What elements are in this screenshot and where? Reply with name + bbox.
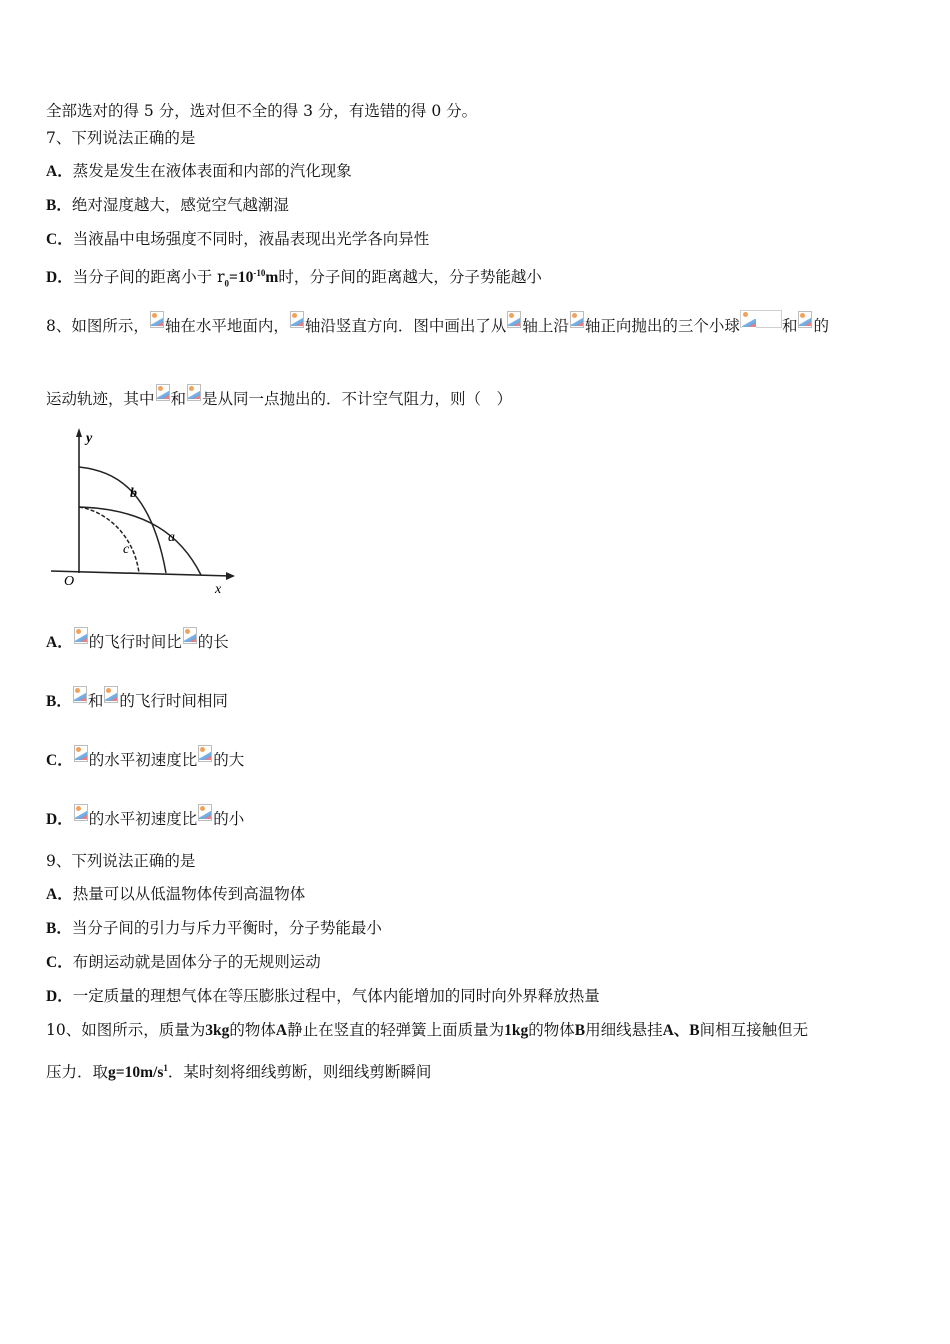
- q8-stem-line1: 8、如图所示， 轴在水平地面内， 轴沿竖直方向．图中画出了从 轴上沿 轴正向抛出的三个小球 和 的: [46, 310, 829, 336]
- q9-option-d: D．一定质量的理想气体在等压膨胀过程中，气体内能增加的同时向外界释放热量: [46, 987, 600, 1005]
- q9-option-a: A．热量可以从低温物体传到高温物体: [46, 885, 306, 903]
- curve-label-b: b: [130, 486, 137, 501]
- broken-image-icon: [156, 384, 170, 401]
- broken-image-icon: [570, 311, 584, 328]
- broken-image-icon: [183, 627, 197, 644]
- intro-text: 全部选对的得 5 分，选对但不全的得 3 分，有选错的得 0 分。: [46, 102, 478, 120]
- q9-option-b: B．当分子间的引力与斥力平衡时，分子势能最小: [46, 919, 382, 937]
- broken-image-icon: [798, 311, 812, 328]
- y-axis-label: y: [86, 431, 93, 446]
- broken-image-icon: [198, 804, 212, 821]
- curve-label-c: c: [123, 542, 130, 557]
- y-axis-arrow-icon: [76, 428, 82, 437]
- trajectory-figure: [46, 425, 236, 597]
- q8-option-d: D． 的水平初速度比 的小: [46, 804, 244, 830]
- broken-image-icon: [198, 745, 212, 762]
- trajectory-a: [79, 507, 201, 575]
- q7-option-c: C．当液晶中电场强度不同时，液晶表现出光学各向异性: [46, 230, 430, 248]
- broken-image-icon: [150, 311, 164, 328]
- broken-image-icon: [73, 686, 87, 703]
- x-axis: [51, 571, 231, 576]
- broken-image-icon: [74, 804, 88, 821]
- q8-option-c: C． 的水平初速度比 的大: [46, 745, 244, 771]
- q10-stem-line1: 10、如图所示，质量为3kg的物体A静止在竖直的轻弹簧上面质量为1kg的物体B用细线悬挂A、B间相互接触但无: [46, 1021, 809, 1039]
- q7-option-b: B．绝对湿度越大，感觉空气越潮湿: [46, 196, 289, 214]
- broken-image-icon: [74, 627, 88, 644]
- broken-image-icon: [104, 686, 118, 703]
- x-axis-arrow-icon: [226, 572, 235, 580]
- broken-image-icon: [740, 310, 782, 328]
- x-axis-label: x: [215, 582, 222, 597]
- q8-option-a: A． 的飞行时间比 的长: [46, 627, 229, 653]
- q9-option-c: C．布朗运动就是固体分子的无规则运动: [46, 953, 321, 971]
- trajectory-b: [79, 467, 166, 573]
- curve-label-a: a: [168, 530, 175, 545]
- broken-image-icon: [74, 745, 88, 762]
- origin-label: O: [64, 574, 75, 589]
- broken-image-icon: [507, 311, 521, 328]
- q10-stem-line2: 压力．取$g=10m/s^1$．某时刻将细线剪断，则细线剪断瞬间: [46, 1063, 432, 1082]
- q8-option-b: B． 和 的飞行时间相同: [46, 686, 228, 712]
- q8-stem-line2: 运动轨迹，其中 和 是从同一点抛出的．不计空气阻力，则（ ）: [46, 384, 512, 409]
- trajectory-c: [79, 507, 139, 573]
- q9-stem: 9、下列说法正确的是: [46, 852, 196, 870]
- q7-option-a: A．蒸发是发生在液体表面和内部的汽化现象: [46, 162, 352, 180]
- q7-stem: 7、下列说法正确的是: [46, 129, 196, 147]
- broken-image-icon: [187, 384, 201, 401]
- broken-image-icon: [290, 311, 304, 328]
- q7-option-d: D．当分子间的距离小于 $r_0=10^{-10}m$时，分子间的距离越大，分子势能越小: [46, 268, 542, 289]
